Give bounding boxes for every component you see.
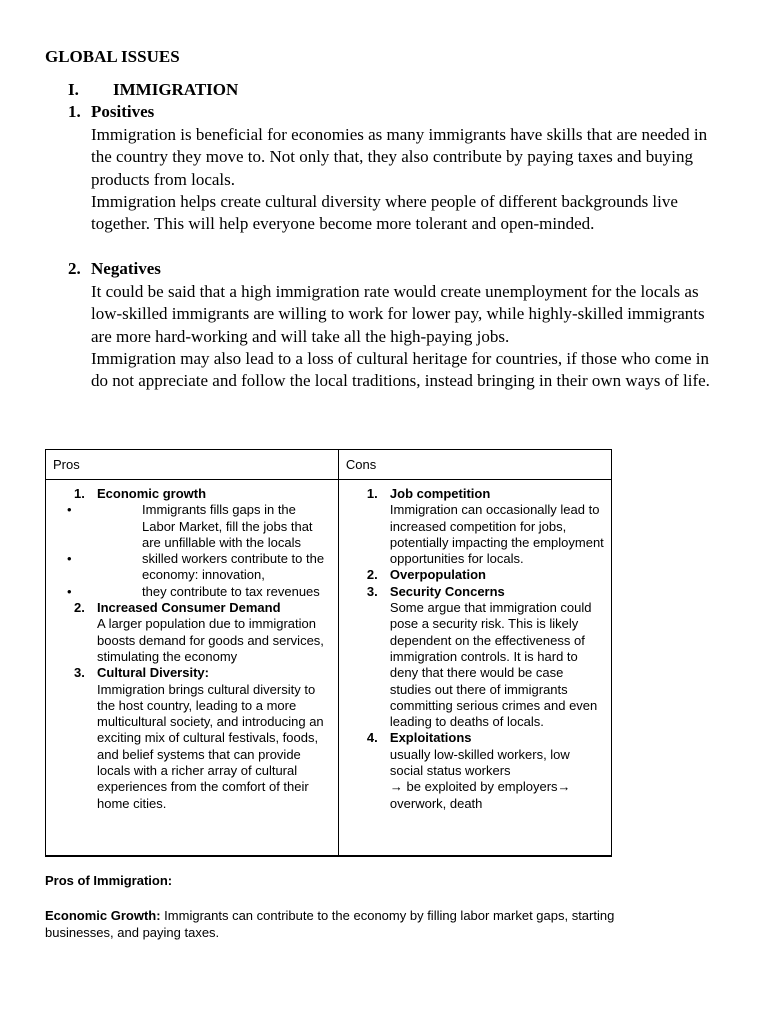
pros-item-number: 2.	[74, 600, 85, 616]
footer-label: Economic Growth:	[45, 908, 161, 923]
cons-item-title: Exploitations	[389, 730, 472, 746]
pros-bullet: • they contribute to tax revenues	[46, 584, 334, 600]
cons-item-text: usually low-skilled workers, low social status workers	[389, 746, 570, 779]
negatives-heading: Negatives	[91, 259, 161, 278]
pros-item-economic-growth	[46, 486, 338, 600]
cons-item-exploitations	[339, 730, 611, 811]
pros-header: Pros	[46, 450, 339, 480]
pros-item-text: A larger population due to immigration boosts demand for goods and services, stimulating the economy	[97, 616, 324, 664]
cons-item-job-competition	[339, 486, 611, 567]
footer-heading: Pros of Immigration:	[45, 873, 173, 888]
cons-item-text-arrows: → be exploited by employers→ overwork, death	[389, 779, 571, 811]
cons-item-title: Security Concerns	[389, 583, 505, 599]
cons-item-title: Job competition	[389, 486, 491, 501]
pros-item-number: 3.	[74, 665, 85, 681]
section-title: IMMIGRATION	[113, 80, 239, 99]
cons-cell	[338, 480, 611, 857]
positives-heading: Positives	[91, 102, 155, 121]
document-title: GLOBAL ISSUES	[45, 47, 180, 66]
pros-item-cultural-diversity	[46, 665, 338, 812]
cons-item-number: 4.	[366, 730, 378, 746]
pros-item-consumer-demand	[46, 600, 338, 665]
cons-item-number: 3.	[366, 583, 378, 599]
negatives-paragraph-1: It could be said that a high immigration rate would create unemployment for the locals as low-skilled immigrants are willing to work for lower pay, while highly-skilled immigrants are more hard-working and will take all the high-paying jobs.	[91, 282, 705, 346]
pros-item-number: 1.	[74, 486, 85, 501]
positives-paragraph-1: Immigration is beneficial for economies as many immigrants have skills that are needed in the country they move to. Not only that, they also contribute by paying taxes and buying products from locals.	[91, 125, 708, 189]
cons-item-security-concerns	[339, 584, 611, 731]
footer-text: Immigrants can contribute to the economy by filling labor market gaps, starting businesses, and paying taxes.	[45, 908, 615, 940]
pros-bullet: • Immigrants fills gaps in the Labor Market, fill the jobs that are unfillable with the locals	[46, 502, 334, 551]
cons-item-text: Some argue that immigration could pose a security risk. This is likely dependent on the effectiveness of immigration controls. It is hard to deny that there would be case studies out there of immigrants committing serious crimes and even leading to deaths of locals.	[389, 600, 598, 730]
cons-item-text: Immigration can occasionally lead to increased competition for jobs, potentially impacting the employment opportunities for locals.	[389, 502, 604, 567]
pros-item-title: Economic growth	[97, 486, 207, 501]
pros-cell	[46, 480, 339, 857]
positives-number: 1.	[68, 102, 81, 121]
cons-item-number: 1.	[366, 486, 378, 501]
pros-bullet: • skilled workers contribute to the economy: innovation,	[46, 551, 334, 584]
negatives-number: 2.	[68, 259, 81, 278]
pros-item-title: Increased Consumer Demand	[97, 600, 281, 616]
negatives-paragraph-2: Immigration may also lead to a loss of cultural heritage for countries, if those who come in do not appreciate and follow the local traditions, instead bringing in their own ways of life.	[91, 349, 710, 391]
positives-paragraph-2: Immigration helps create cultural diversity where people of different backgrounds live together. This will help everyone become more tolerant and open-minded.	[91, 192, 678, 234]
pros-cons-table	[45, 449, 612, 857]
pros-item-text: Immigration brings cultural diversity to the host country, leading to a more multicultural society, and introducing an exciting mix of cultural festivals, foods, and belief systems that can provide locals with a richer array of cultural experiences from the comfort of their home cities.	[97, 681, 324, 811]
cons-item-title: Overpopulation	[389, 567, 486, 583]
footer-paragraph	[45, 907, 685, 941]
pros-item-title: Cultural Diversity:	[97, 665, 209, 681]
section-roman-numeral: I.	[68, 80, 79, 99]
cons-item-number: 2.	[366, 567, 378, 583]
cons-item-overpopulation	[339, 567, 611, 583]
section-heading	[68, 80, 238, 100]
cons-header: Cons	[338, 450, 611, 480]
